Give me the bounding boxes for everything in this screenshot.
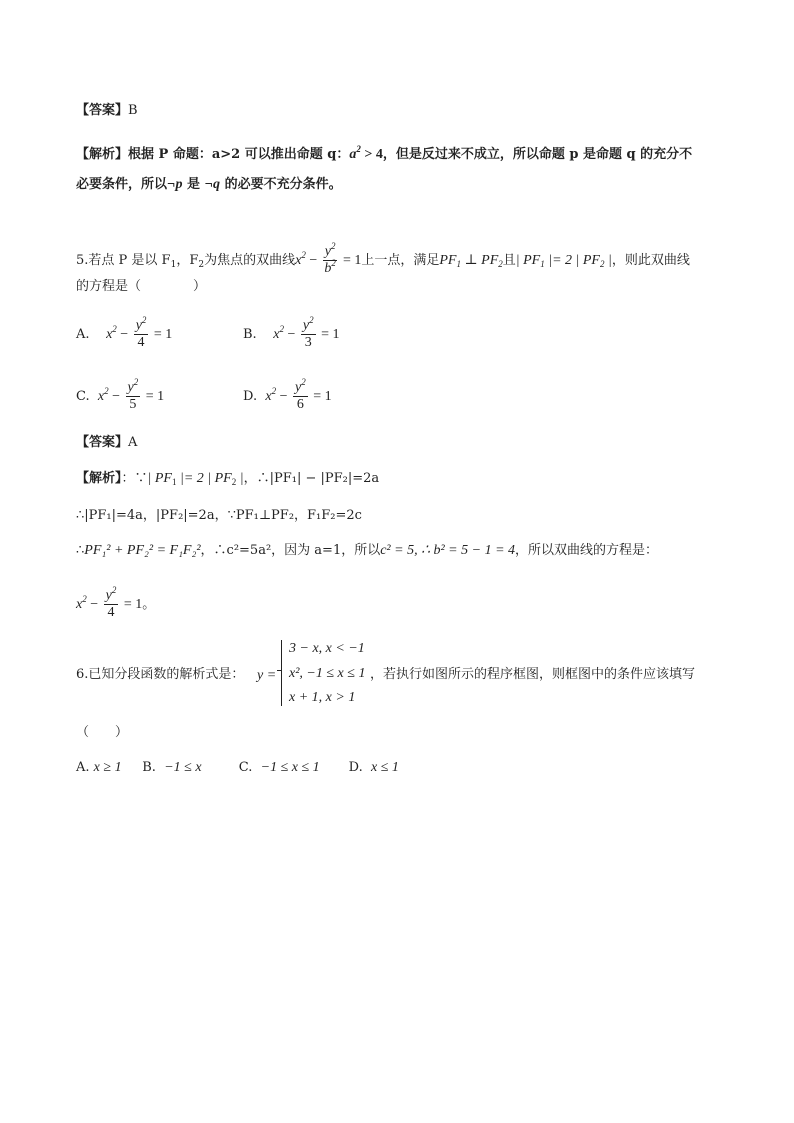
q6-option-b[interactable]: B. −1 ≤ x <box>142 760 202 775</box>
analysis-text: 的必要不充分条件。 <box>220 177 342 192</box>
q5-analysis-line1: 【解析】：∵| $PF_1$ |= 2 | $PF_2$ |，∴|PF₁| − |PF₂|=2a <box>76 471 380 487</box>
math-expr: ¬q <box>204 177 221 192</box>
q5-option-a[interactable]: A. $x^2$ − $\frac{y^2}{4}$ = 1 <box>76 315 173 351</box>
perp-condition: $PF_1$ ⊥ $PF_2$ <box>439 253 503 269</box>
q5-option-b[interactable]: B. $x^2$ − $\frac{y^2}{3}$ = 1 <box>243 315 340 351</box>
prev-analysis-line1 <box>76 146 692 164</box>
answer-value: A <box>128 435 138 450</box>
q5-stem-line2: 的方程是（ ） <box>76 279 207 294</box>
analysis-label: 【解析】 <box>76 471 122 486</box>
analysis-text: 是 <box>182 177 205 192</box>
piecewise-case-3: x + 1, x > 1 <box>289 690 356 705</box>
piecewise-case-2: x², −1 ≤ x ≤ 1 <box>289 666 366 681</box>
q5-analysis-result: $x^2$ − $\frac{y^2}{4}$ = 1。 <box>76 585 156 621</box>
analysis-text: 根据 P 命题：a>2 可以推出命题 q： <box>128 147 350 162</box>
q6-stem-rest: ，若执行如图所示的程序框图，则框图中的条件应该填写 <box>370 667 696 682</box>
analysis-text: ，但是反过来不成立，所以命题 p 是命题 q 的充分不 <box>382 147 693 162</box>
q6-paren: （ ） <box>76 725 129 740</box>
q5-option-c[interactable]: C. $x^2$ − $\frac{y^2}{5}$ = 1 <box>76 377 165 413</box>
q6-option-d[interactable]: D. x ≤ 1 <box>348 760 399 775</box>
q6-option-c[interactable]: C. −1 ≤ x ≤ 1 <box>238 760 320 775</box>
answer-value: B <box>128 103 138 118</box>
answer-label: 【答案】 <box>76 435 129 450</box>
q6-option-a[interactable]: A. x ≥ 1 <box>76 760 122 775</box>
q5-analysis-line2: ∴|PF₁|=4a，|PF₂|=2a，∵PF₁⊥PF₂，F₁F₂=2c <box>76 508 362 523</box>
q5-option-d[interactable]: D. $x^2$ − $\frac{y^2}{6}$ = 1 <box>243 377 332 413</box>
prev-answer <box>76 102 138 120</box>
analysis-label: 【解析】 <box>76 147 129 162</box>
q5-answer <box>76 434 137 452</box>
q5-analysis-line3: ∴PF₁² + PF₂² = F₁F₂²，∴c²=5a²，因为 a=1，所以c² = 5, ∴ b² = 5 − 1 = 4，所以双曲线的方程是： <box>76 543 659 558</box>
math-expr: ¬p <box>167 177 183 192</box>
q6-options <box>76 759 399 777</box>
q5-stem: 5.若点 P 是以 $F_1$，$F_2$为焦点的双曲线$x^2$ − $\frac{y^2}{b^2}$ = 1上一点，满足$PF_1$ ⊥ $PF_2$且| $PF_1$ |= 2 | $PF_2$ |，则此双曲线 <box>76 241 690 277</box>
piecewise-case-1: 3 − x, x < −1 <box>289 641 365 656</box>
ratio-condition: | $PF_1$ |= 2 | $PF_2$ | <box>515 253 612 269</box>
hyperbola-eq: $x^2$ − $\frac{y^2}{b^2}$ = 1 <box>295 241 362 277</box>
analysis-text: 必要条件，所以 <box>76 177 168 192</box>
q6-y-eq: y = <box>257 668 277 683</box>
math-expr: $a^2 > 4$ <box>349 144 383 162</box>
prev-analysis-line2 <box>76 176 342 194</box>
answer-label: 【答案】 <box>76 103 129 118</box>
piecewise-brace <box>281 640 288 706</box>
q6-stem: 6.已知分段函数的解析式是： <box>76 667 245 682</box>
